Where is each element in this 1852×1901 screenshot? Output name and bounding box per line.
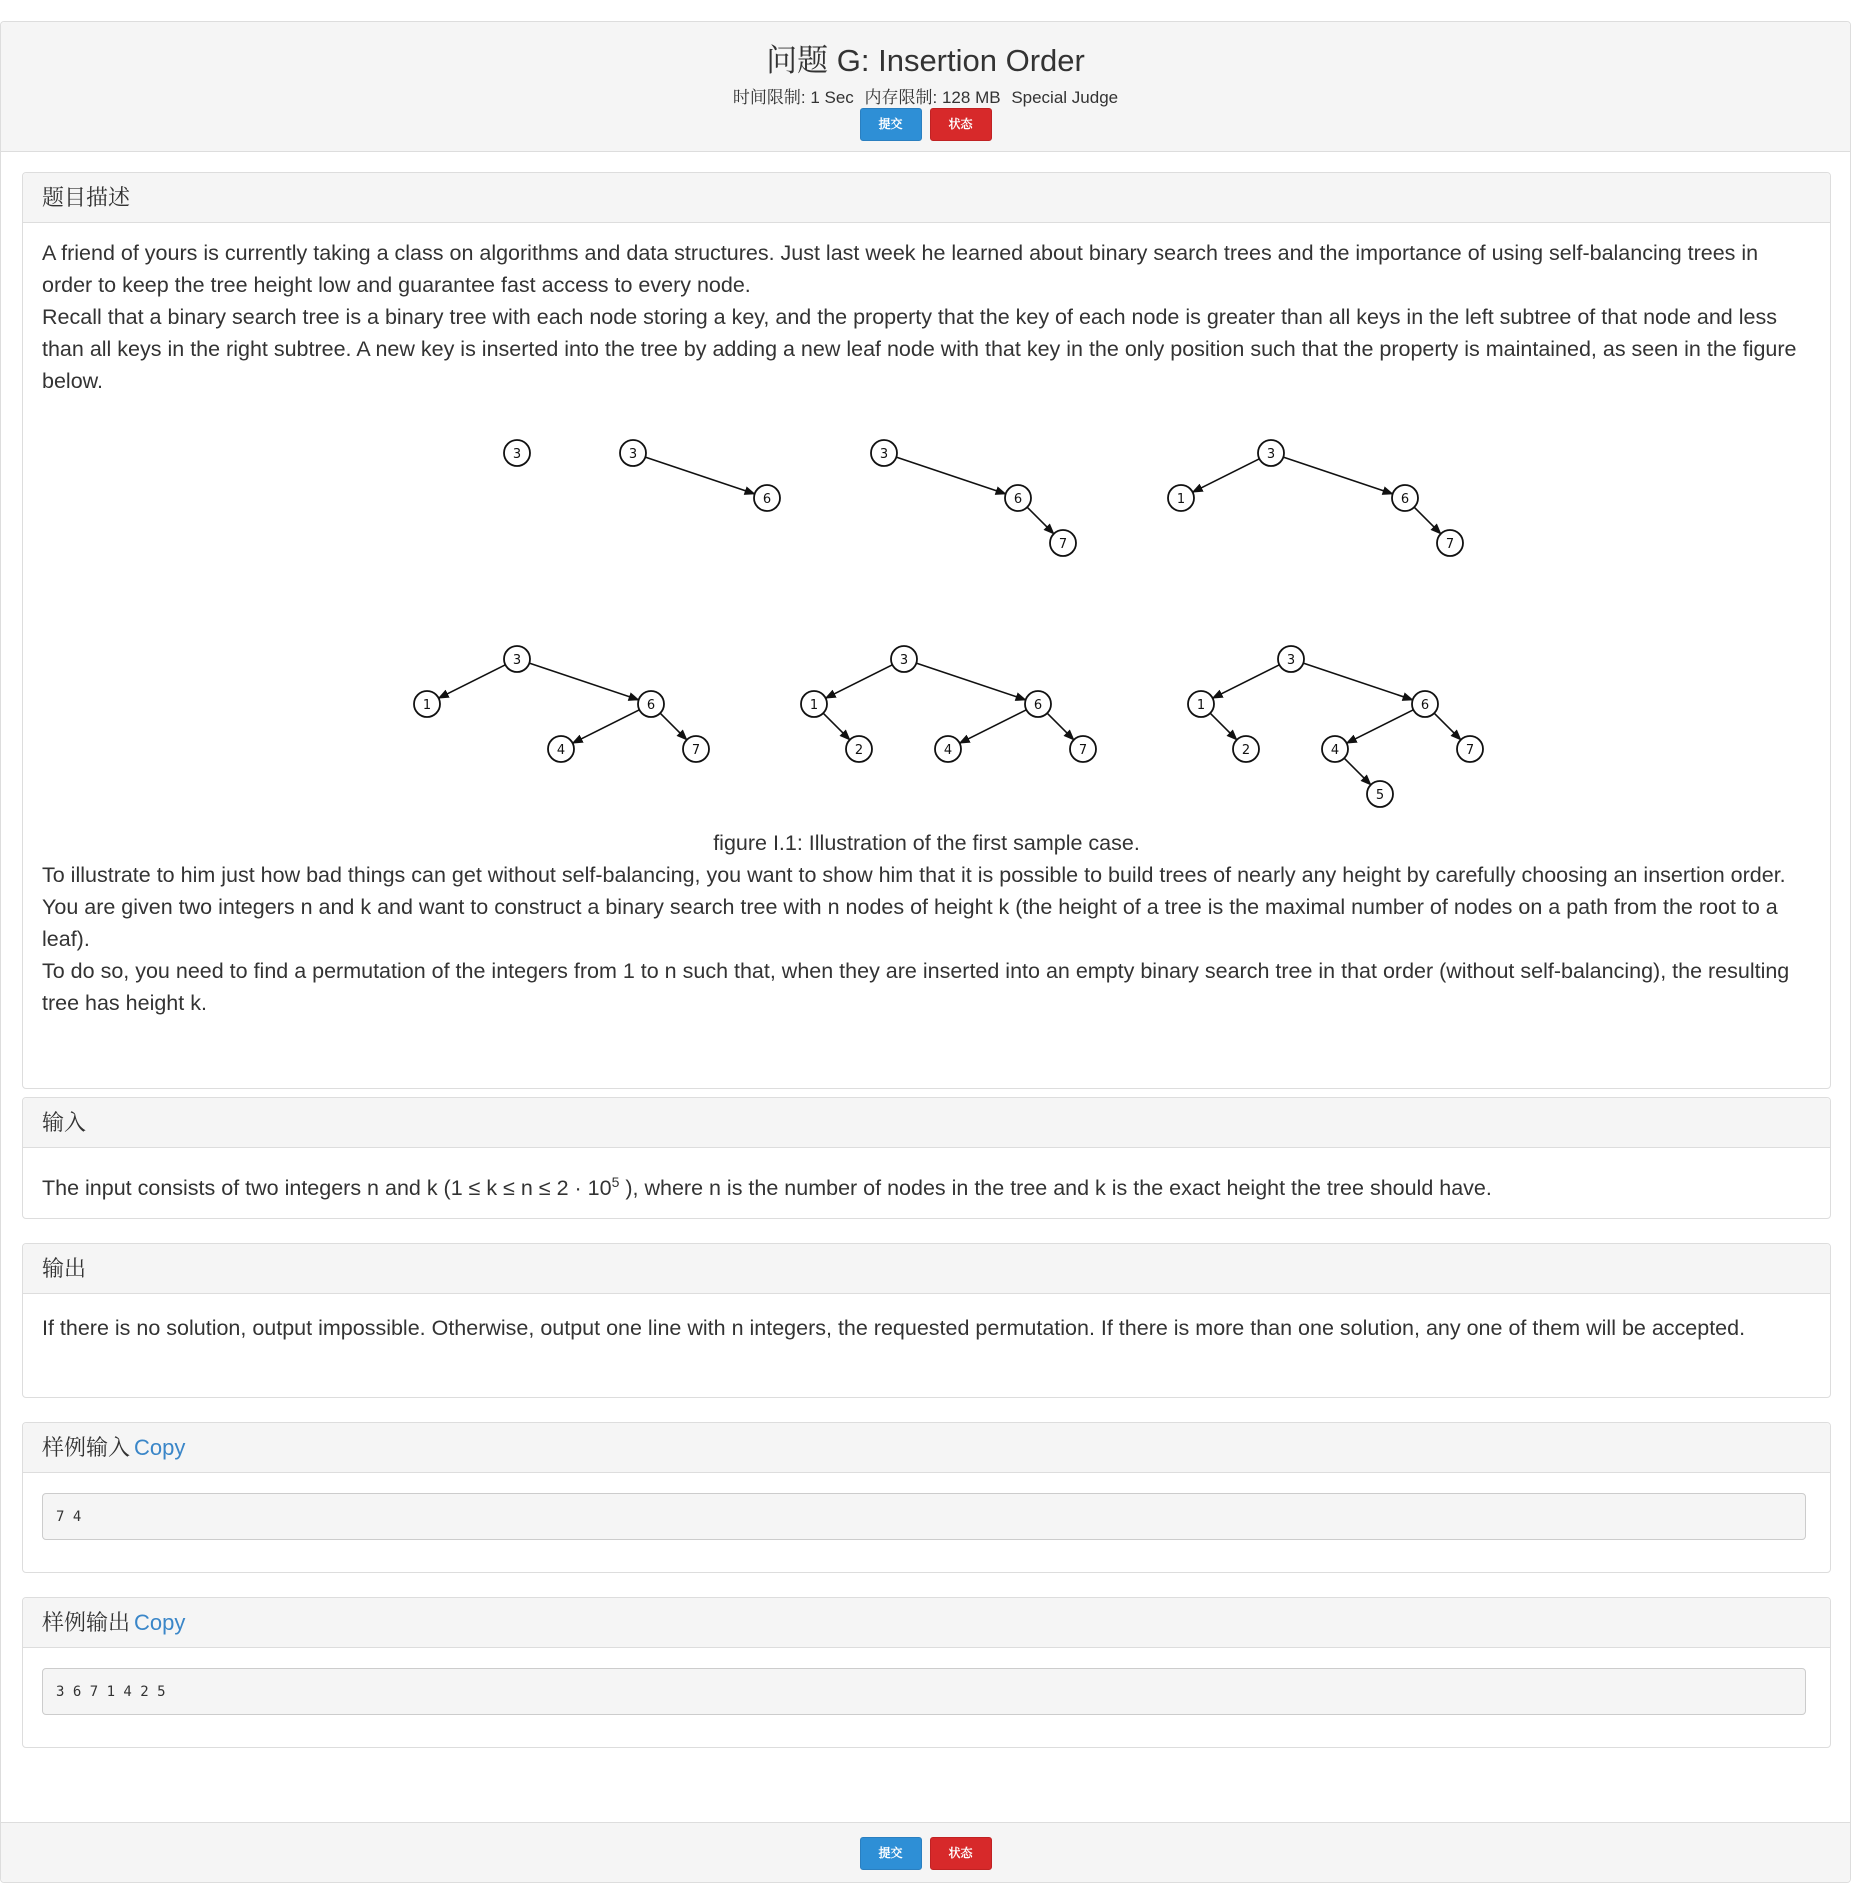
input-heading: 输入 [23, 1098, 1830, 1148]
bst-tree [871, 440, 1076, 556]
copy-sample-input-link[interactable]: Copy [134, 1435, 186, 1460]
sample-output-panel [22, 1597, 1831, 1748]
problem-header [1, 22, 1850, 152]
bst-tree [1168, 440, 1463, 556]
bst-node-label: 4 [943, 743, 953, 758]
bst-node-label: 1 [422, 698, 432, 713]
bst-edge-arrow [896, 457, 1005, 494]
description-heading: 题目描述 [23, 173, 1830, 223]
bst-node-label: 1 [1196, 698, 1206, 713]
bst-tree [801, 646, 1096, 762]
bst-node-label: 7 [1445, 537, 1455, 552]
bst-edge-arrow [660, 713, 687, 740]
bst-edge-arrow [1303, 663, 1412, 700]
bst-edge-arrow [916, 663, 1025, 700]
bst-node-label: 5 [1375, 788, 1385, 803]
input-panel [22, 1097, 1831, 1219]
problem-limits [1, 83, 1850, 108]
bst-edge-arrow [1434, 713, 1461, 740]
bst-tree [414, 646, 709, 762]
sample-output-title: 样例输出 [42, 1610, 131, 1635]
status-button[interactable]: 状态 [930, 1837, 992, 1870]
output-panel [22, 1243, 1831, 1398]
input-text: The input consists of two integers n and k (1 ≤ k ≤ n ≤ 2 · 10 [42, 1176, 612, 1201]
bst-node-label: 7 [691, 743, 701, 758]
bst-tree [1188, 646, 1483, 807]
bst-figure [42, 407, 1811, 827]
bst-edge-arrow [1210, 713, 1237, 740]
bst-node-label: 2 [1241, 743, 1251, 758]
memory-limit: 内存限制: 128 MB [864, 88, 1001, 107]
description-paragraph: To do so, you need to find a permutation of the integers from 1 to n such that, when they are inserted into an empty binary search tree in that order (without self-balancing), the resulting tree has height k. [42, 959, 1790, 1015]
description-paragraph: A friend of yours is currently taking a class on algorithms and data structures. Just last week he learned about binary search trees and the importance of using self-balancing trees in order to keep the tree height low and guarantee fast access to every node. [42, 241, 1759, 297]
bst-node-label: 4 [556, 743, 566, 758]
bst-edge-arrow [1283, 457, 1392, 494]
bst-edge-arrow [1347, 710, 1414, 743]
header-button-row [1, 108, 1850, 141]
bst-node-label: 7 [1058, 537, 1068, 552]
bst-tree [504, 440, 530, 466]
bst-node-label: 3 [879, 447, 889, 462]
bst-edge-arrow [645, 457, 754, 494]
sample-input-title: 样例输入 [42, 1435, 131, 1460]
description-paragraph: Recall that a binary search tree is a binary tree with each node storing a key, and the property that the key of each node is greater than all keys in the left subtree of that node and less than all keys in the right subtree. A new key is inserted into the tree by adding a new leaf node with that key in the only position such that the property is maintained, as seen in the figure below. [42, 305, 1797, 393]
bst-node-label: 7 [1465, 743, 1475, 758]
input-exponent: 5 [611, 1174, 620, 1190]
bst-node-label: 1 [809, 698, 819, 713]
bst-edge-arrow [529, 663, 638, 700]
output-body [23, 1294, 1830, 1344]
bst-edge-arrow [960, 710, 1027, 743]
status-button[interactable]: 状态 [930, 108, 992, 141]
bst-node-label: 3 [1266, 447, 1276, 462]
bst-node-label: 4 [1330, 743, 1340, 758]
bst-edge-arrow [823, 713, 850, 740]
bst-node-label: 3 [628, 447, 638, 462]
bst-node-label: 1 [1176, 492, 1186, 507]
bst-insertion-diagram [42, 407, 1810, 827]
submit-button[interactable]: 提交 [860, 1837, 922, 1870]
bst-node-label: 3 [899, 653, 909, 668]
sample-input-panel [22, 1422, 1831, 1573]
sample-output-heading [23, 1598, 1830, 1648]
description-paragraph: You are given two integers n and k and want to construct a binary search tree with n nodes of height k (the height of a tree is the maximal number of nodes on a path from the root to a leaf). [42, 895, 1778, 951]
bst-edge-arrow [439, 665, 506, 698]
bst-edge-arrow [826, 665, 893, 698]
sample-output-box[interactable]: 3 6 7 1 4 2 5 [42, 1668, 1806, 1715]
bst-edge-arrow [573, 710, 640, 743]
bst-node-label: 3 [512, 447, 522, 462]
bst-node-label: 6 [762, 492, 772, 507]
bst-node-label: 6 [646, 698, 656, 713]
submit-button[interactable]: 提交 [860, 108, 922, 141]
footer-button-row [1, 1837, 1850, 1870]
copy-sample-output-link[interactable]: Copy [134, 1610, 186, 1635]
bst-node-label: 2 [854, 743, 864, 758]
input-text: ), where n is the number of nodes in the tree and k is the exact height the tree should have. [619, 1176, 1492, 1201]
bst-node-label: 6 [1400, 492, 1410, 507]
problem-footer [1, 1822, 1850, 1882]
input-body [23, 1148, 1830, 1204]
output-description: If there is no solution, output impossible. Otherwise, output one line with n integers, the requested permutation. If there is more than one solution, any one of them will be accepted. [42, 1316, 1746, 1340]
description-paragraph: To illustrate to him just how bad things can get without self-balancing, you want to show him that it is possible to build trees of nearly any height by carefully choosing an insertion order. [42, 863, 1786, 887]
figure-caption: figure I.1: Illustration of the first sample case. [713, 831, 1140, 855]
bst-edge-arrow [1047, 713, 1074, 740]
bst-node-label: 3 [1286, 653, 1296, 668]
bst-node-label: 7 [1078, 743, 1088, 758]
bst-node-label: 6 [1013, 492, 1023, 507]
output-heading: 输出 [23, 1244, 1830, 1294]
bst-edge-arrow [1344, 758, 1371, 785]
time-limit: 时间限制: 1 Sec [732, 88, 854, 107]
bst-node-label: 6 [1420, 698, 1430, 713]
description-body [23, 223, 1830, 1019]
sample-input-box[interactable]: 7 4 [42, 1493, 1806, 1540]
input-description [42, 1166, 1811, 1204]
bst-node-label: 6 [1033, 698, 1043, 713]
bst-edge-arrow [1213, 665, 1280, 698]
bst-tree [620, 440, 780, 511]
page-title: 问题 G: Insertion Order [766, 43, 1085, 78]
sample-input-heading [23, 1423, 1830, 1473]
special-judge-label: Special Judge [1011, 88, 1119, 107]
description-panel [22, 172, 1831, 1089]
bst-edge-arrow [1193, 459, 1260, 492]
bst-edge-arrow [1027, 507, 1054, 534]
problem-page [0, 21, 1851, 1883]
bst-edge-arrow [1414, 507, 1441, 534]
bst-node-label: 3 [512, 653, 522, 668]
